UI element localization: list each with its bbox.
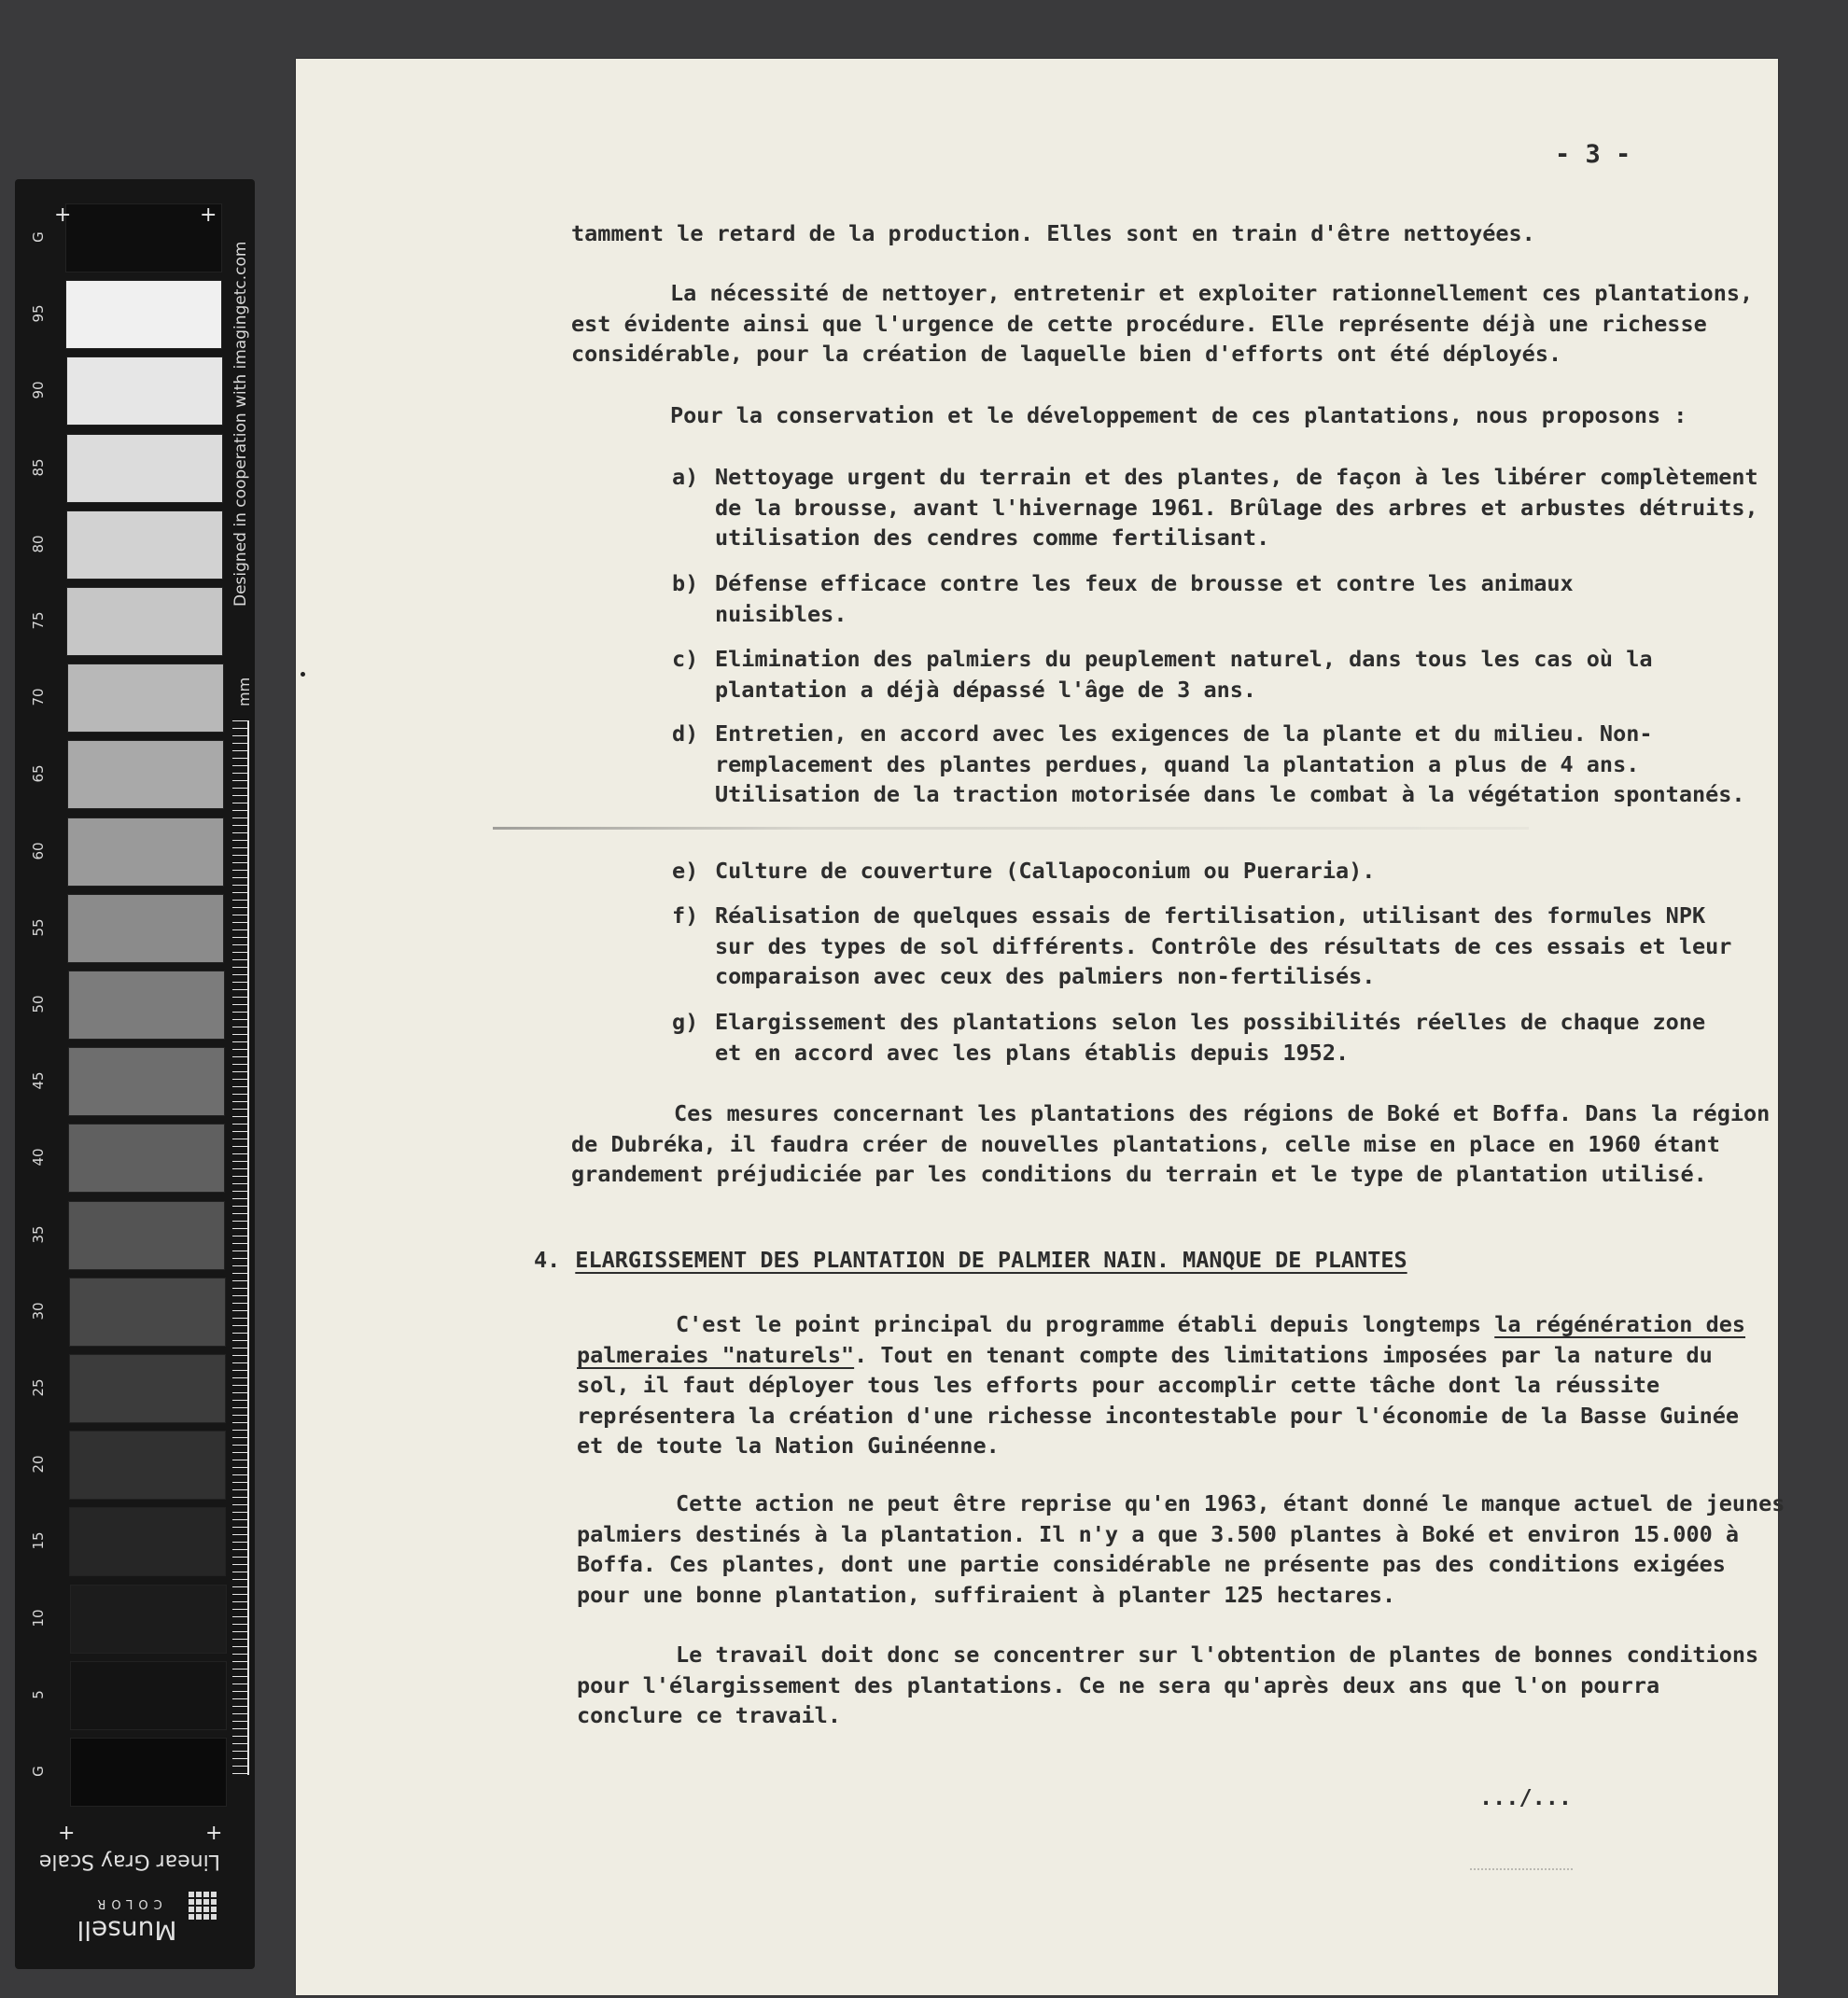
gray-patch-label: 25	[30, 1378, 47, 1397]
gray-patch-label: 60	[30, 842, 47, 860]
paragraph-text: Cette action ne peut être reprise qu'en 1963, étant donné le manque actuel de jeunes palmiers destinés à la plantation. Il n'y a que 3.500 plantes à Boké et environ 15.000 à Boffa. Ces plantes, dont une partie considérable ne présente pas des conditions exigées pour une bonne plantation, suffiraient à planter 125 hectares.	[577, 1490, 1785, 1608]
gray-patch-label: 95	[30, 304, 47, 323]
bleed-through-dots	[1470, 1868, 1573, 1876]
list-text: Elimination des palmiers du peuplement naturel, dans tous les cas où la plantation a déjà dépassé l'âge de 3 ans.	[715, 646, 1653, 703]
pencil-mark	[493, 827, 1529, 830]
paragraph-text: Le travail doit donc se concentrer sur l'obtention de plantes de bonnes conditions pour l'élargissement des plantations. Ce ne sera qu'après deux ans que l'on pourra conclure ce travail.	[577, 1642, 1759, 1728]
list-letter: g)	[672, 1009, 699, 1035]
paragraph-4-end: . Tout en tenant compte des limitations imposées par la nature du sol, il faut déployer tous les efforts pour accomplir cette tâche dont la réussite représentera la création d'une richesse incontestable pour l'économie de la Basse Guinée et de toute la Nation Guinéenne.	[577, 1341, 1740, 1459]
gray-patch-label: 75	[30, 611, 47, 630]
gray-patch	[68, 971, 225, 1040]
gray-patch	[66, 434, 223, 503]
gray-patch	[67, 740, 224, 809]
gray-patch	[69, 1354, 226, 1423]
gray-patch-label: 80	[30, 535, 47, 553]
gray-patch	[67, 817, 224, 887]
brand-sub: COLOR	[91, 1896, 162, 1910]
paragraph-4-start: C'est le point principal du programme établi depuis longtemps	[676, 1311, 1495, 1337]
list-text: Culture de couverture (Callapoconium ou Pueraria).	[715, 858, 1376, 884]
gray-patch-label: 65	[30, 764, 47, 783]
gray-patch	[68, 1124, 225, 1193]
list-text: Nettoyage urgent du terrain et des plantes, de façon à les libérer complètement de la brousse, avant l'hivernage 1961. Brûlage des arbres et arbustes détruits, utilisation des cendres comme fertilisant.	[715, 464, 1758, 551]
gray-patch	[70, 1585, 227, 1654]
gray-patch-label: 50	[30, 995, 47, 1013]
gray-patch-label: 10	[30, 1609, 47, 1628]
gray-patch	[66, 587, 223, 656]
gray-patch	[65, 280, 222, 349]
paragraph-2	[571, 400, 1766, 431]
list-letter: a)	[672, 464, 699, 490]
gray-patch	[65, 203, 222, 272]
plus-mark: +	[58, 1822, 76, 1845]
gray-patch-label: 55	[30, 918, 47, 937]
gray-patch-label: 20	[30, 1455, 47, 1474]
ruler-edge	[247, 720, 249, 1775]
gray-scale-card	[15, 179, 255, 1969]
gray-patch-label: 35	[30, 1225, 47, 1244]
list-letter: c)	[672, 646, 699, 672]
gray-patch	[68, 1201, 225, 1270]
gray-patch	[70, 1661, 227, 1730]
gray-patch-label: 70	[30, 688, 47, 706]
gray-patch	[67, 894, 224, 963]
section-number: 4.	[534, 1247, 561, 1273]
list-text: Entretien, en accord avec les exigences de la plante et du milieu. Non-remplacement des plantes perdues, quand la plantation a plus de 4 ans. Utilisation de la traction motorisée dans le combat à la végétation spontanés.	[715, 720, 1745, 807]
gray-patch	[69, 1507, 226, 1576]
gray-patch-label: 30	[30, 1302, 47, 1320]
gray-patch	[69, 1278, 226, 1347]
gray-patch	[68, 1047, 225, 1116]
paragraph-text: tamment le retard de la production. Elles sont en train d'être nettoyées.	[571, 220, 1535, 246]
paragraph-1	[571, 278, 1757, 370]
plus-mark: +	[54, 203, 72, 227]
gray-patch	[69, 1431, 226, 1500]
paragraph-continued	[571, 218, 1766, 249]
plus-mark: +	[200, 203, 217, 227]
gray-patch-label: 45	[30, 1071, 47, 1090]
section-heading	[534, 1247, 1407, 1273]
underlined-phrase: la régénération des palmeraies "naturels"	[577, 1311, 1746, 1368]
plus-mark: +	[205, 1822, 223, 1845]
gray-patch-label: 90	[30, 381, 47, 399]
list-letter: b)	[672, 570, 699, 596]
paragraph-6	[577, 1640, 1776, 1731]
list-text: Réalisation de quelques essais de fertilisation, utilisant des formules NPK sur des types de sol différents. Contrôle des résultats de ces essais et leur comparaison avec ceux des palmiers non-fertilisés.	[715, 902, 1732, 989]
paragraph-text: Ces mesures concernant les plantations des régions de Boké et Boffa. Dans la région de Dubréka, il faudra créer de nouvelles plantations, celle mise en place en 1960 étant grandement préjudiciée par les conditions du terrain et le type de plantation utilisé.	[571, 1100, 1771, 1187]
gray-patch	[66, 510, 223, 580]
gray-patch-label: 85	[30, 458, 47, 477]
section-title: ELARGISSEMENT DES PLANTATION DE PALMIER NAIN. MANQUE DE PLANTES	[575, 1247, 1407, 1273]
paragraph-3	[571, 1098, 1775, 1190]
designer-credit: Designed in cooperation with imagingetc.com	[231, 241, 250, 607]
paper-speck	[301, 672, 305, 677]
list-letter: f)	[672, 902, 699, 929]
paragraph-text	[577, 1309, 1762, 1461]
continuation-mark: .../...	[1479, 1784, 1573, 1810]
gray-patch-label: 40	[30, 1148, 47, 1167]
gray-patch-label: G	[30, 231, 47, 243]
paragraph-text: La nécessité de nettoyer, entretenir et exploiter rationnellement ces plantations, est évidente ainsi que l'urgence de cette procédure. Elle représente déjà une richesse considérable, pour la création de laquelle bien d'efforts ont été déployés.	[571, 280, 1754, 367]
list-text: Elargissement des plantations selon les possibilités réelles de chaque zone et en accord avec les plans établis depuis 1952.	[715, 1009, 1706, 1066]
paragration-4	[577, 1309, 1762, 1461]
unit-label: mm	[235, 677, 253, 706]
paragraph-5	[577, 1488, 1785, 1610]
gray-patch-label: 5	[30, 1690, 47, 1699]
gray-patch	[66, 356, 223, 426]
list-text: Défense efficace contre les feux de brousse et contre les animaux nuisibles.	[715, 570, 1574, 627]
brand-name: Munsell	[77, 1915, 177, 1946]
gray-patch-label: 15	[30, 1531, 47, 1550]
page-number: - 3 -	[1555, 140, 1631, 169]
list-letter: d)	[672, 720, 699, 747]
product-label: Linear Gray Scale	[38, 1850, 220, 1873]
munsell-logo	[189, 1892, 217, 1920]
paragraph-text: Pour la conservation et le développement de ces plantations, nous proposons :	[670, 402, 1687, 428]
gray-patch-label: G	[30, 1766, 47, 1777]
gray-patch	[67, 664, 224, 733]
gray-patch	[70, 1738, 227, 1807]
list-letter: e)	[672, 858, 699, 884]
